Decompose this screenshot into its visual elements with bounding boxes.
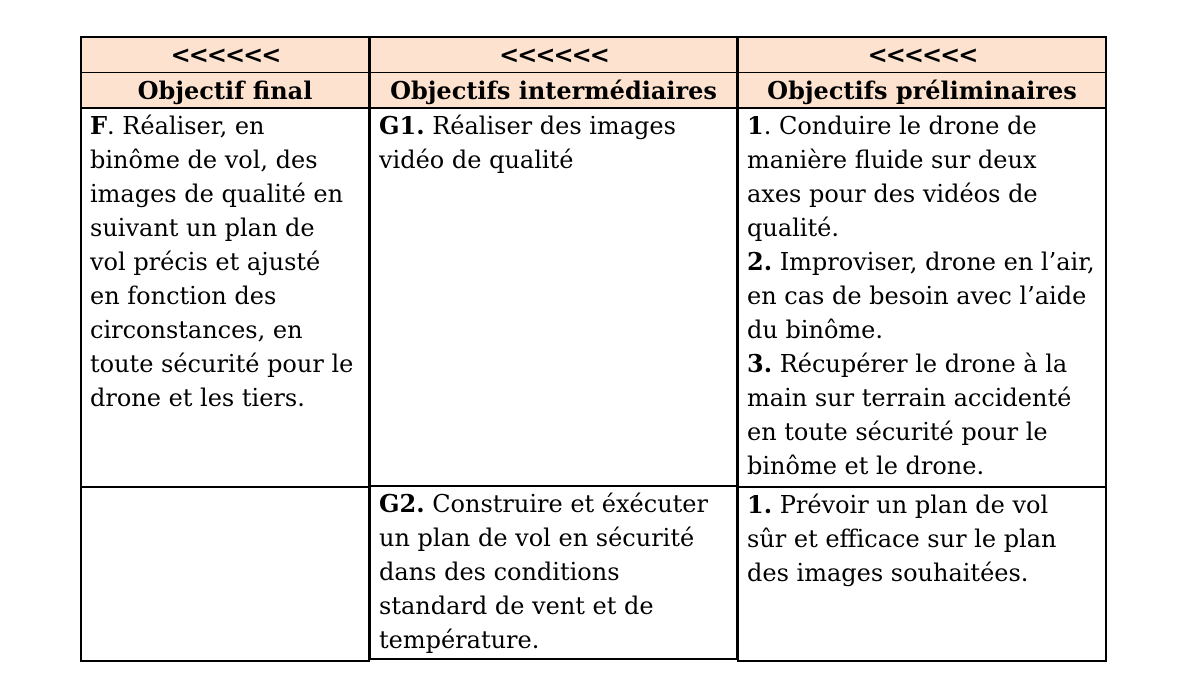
line-text: sûr et efficace sur le plan	[747, 525, 1057, 553]
line-text: du binôme.	[747, 316, 883, 344]
cell-line	[747, 177, 1097, 211]
cell-line	[747, 109, 1097, 143]
line-text: Réaliser des images	[424, 112, 676, 140]
cell-line	[747, 279, 1097, 313]
cell-line	[90, 245, 360, 279]
cell-line	[747, 556, 1097, 590]
column-header	[82, 38, 368, 109]
line-text: binôme et le drone.	[747, 452, 985, 480]
line-text: axes pour des vidéos de	[747, 180, 1038, 208]
cell-line	[379, 589, 728, 623]
line-marker: G2.	[379, 489, 425, 518]
line-text: des images souhaitées.	[747, 559, 1029, 587]
line-marker: F	[90, 111, 108, 140]
line-text: . Réaliser, en	[107, 112, 265, 140]
cell-top	[371, 109, 736, 487]
cell-bottom	[82, 488, 368, 660]
line-text: circonstances, en	[90, 316, 303, 344]
line-text: Construire et éxécuter	[424, 490, 708, 518]
line-text: manière fluide sur deux	[747, 146, 1037, 174]
cell-line	[747, 313, 1097, 347]
cell-line	[747, 381, 1097, 415]
line-marker: G1.	[379, 111, 425, 140]
line-marker: 1.	[747, 490, 773, 519]
cell-bottom	[739, 488, 1105, 660]
line-text: toute sécurité pour le	[90, 350, 354, 378]
arrows-row: <<<<<<	[739, 38, 1105, 73]
cell-line	[747, 522, 1097, 556]
line-text: en cas de besoin avec l’aide	[747, 282, 1087, 310]
cell-line	[747, 415, 1097, 449]
cell-line	[90, 211, 360, 245]
cell-top	[739, 109, 1105, 488]
cell-line	[379, 109, 728, 143]
cell-line	[747, 211, 1097, 245]
cell-line	[379, 555, 728, 589]
cell-line	[90, 279, 360, 313]
line-text: Improviser, drone en l’air,	[772, 248, 1095, 276]
line-text: un plan de vol en sécurité	[379, 524, 695, 552]
cell-line	[90, 347, 360, 381]
line-text: en fonction des	[90, 282, 277, 310]
line-text: main sur terrain accidenté	[747, 384, 1072, 412]
cell-line	[90, 177, 360, 211]
line-marker: 2.	[747, 247, 773, 276]
cell-line	[90, 143, 360, 177]
arrows-row: <<<<<<	[82, 38, 368, 73]
cell-line	[747, 488, 1097, 522]
line-text: images de qualité en	[90, 180, 344, 208]
column-header	[739, 38, 1105, 109]
column-final	[80, 36, 370, 662]
cell-line	[90, 381, 360, 415]
column-header	[371, 38, 736, 109]
cell-line	[747, 245, 1097, 279]
line-text: . Conduire le drone de	[763, 112, 1037, 140]
cell-bottom	[371, 487, 736, 659]
cell-line	[747, 347, 1097, 381]
line-text: vol précis et ajusté	[90, 248, 321, 276]
cell-line	[90, 313, 360, 347]
arrows-row: <<<<<<	[371, 38, 736, 73]
line-text: standard de vent et de	[379, 592, 654, 620]
line-text: dans des conditions	[379, 558, 620, 586]
line-text: température.	[379, 626, 540, 654]
line-marker: 3.	[747, 349, 773, 378]
line-text: qualité.	[747, 214, 839, 242]
column-preliminary	[737, 36, 1107, 662]
line-text: en toute sécurité pour le	[747, 418, 1048, 446]
line-text: binôme de vol, des	[90, 146, 318, 174]
cell-line	[747, 143, 1097, 177]
line-marker: 1	[747, 111, 764, 140]
line-text: vidéo de qualité	[379, 146, 574, 174]
column-intermediate	[369, 36, 738, 660]
line-text: Récupérer le drone à la	[772, 350, 1068, 378]
cell-top	[82, 109, 368, 488]
line-text: drone et les tiers.	[90, 384, 305, 412]
cell-line	[90, 109, 360, 143]
line-text: suivant un plan de	[90, 214, 315, 242]
cell-line	[747, 449, 1097, 483]
header-title: Objectif final	[137, 76, 313, 105]
line-text: Prévoir un plan de vol	[772, 491, 1049, 519]
header-title: Objectifs intermédiaires	[390, 76, 717, 105]
cell-line	[379, 521, 728, 555]
cell-line	[379, 623, 728, 657]
header-title: Objectifs préliminaires	[767, 76, 1077, 105]
cell-line	[379, 143, 728, 177]
cell-line	[379, 487, 728, 521]
